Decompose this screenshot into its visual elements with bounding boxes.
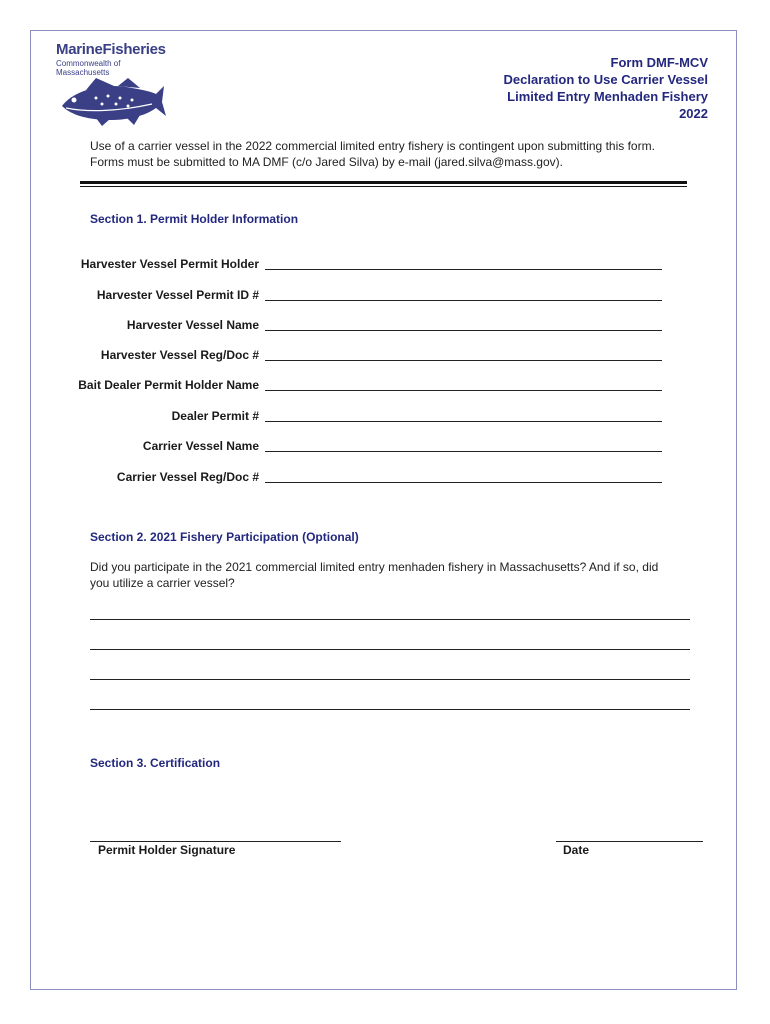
header-divider-thick — [80, 181, 687, 184]
section1-heading: Section 1. Permit Holder Information — [90, 212, 299, 226]
field-input-line[interactable] — [265, 451, 662, 452]
signature-label: Permit Holder Signature — [98, 843, 236, 857]
date-line[interactable] — [556, 841, 703, 842]
logo-brand: MarineFisheries — [56, 41, 166, 58]
field-harvester-permit-holder[interactable] — [60, 257, 662, 275]
field-input-line[interactable] — [265, 421, 662, 422]
answer-line[interactable] — [90, 619, 690, 620]
answer-line[interactable] — [90, 709, 690, 710]
field-input-line[interactable] — [265, 269, 662, 270]
field-input-line[interactable] — [265, 330, 662, 331]
field-label: Harvester Vessel Permit Holder — [80, 257, 259, 271]
field-bait-dealer-name[interactable] — [60, 378, 662, 396]
form-title-line1: Declaration to Use Carrier Vessel — [503, 72, 708, 87]
field-label: Harvester Vessel Permit ID # — [96, 288, 259, 302]
field-label: Dealer Permit # — [171, 409, 259, 423]
field-harvester-permit-id[interactable] — [60, 288, 662, 306]
field-label: Harvester Vessel Reg/Doc # — [100, 348, 259, 362]
field-input-line[interactable] — [265, 300, 662, 301]
logo-subtitle: Commonwealth of Massachusetts — [56, 59, 121, 77]
field-carrier-vessel-name[interactable] — [60, 439, 662, 457]
intro-text — [90, 138, 700, 170]
section2-heading: Section 2. 2021 Fishery Participation (Optional) — [90, 530, 359, 544]
form-title-line2: Limited Entry Menhaden Fishery — [507, 89, 708, 104]
field-label: Carrier Vessel Name — [142, 439, 259, 453]
answer-line[interactable] — [90, 679, 690, 680]
field-label: Harvester Vessel Name — [126, 318, 259, 332]
date-label: Date — [563, 843, 590, 857]
question-line2: you utilize a carrier vessel? — [90, 576, 235, 590]
field-dealer-permit[interactable] — [60, 409, 662, 427]
form-year: 2022 — [679, 106, 708, 121]
answer-line[interactable] — [90, 649, 690, 650]
fish-icon — [56, 72, 168, 128]
question-line1: Did you participate in the 2021 commercial limited entry menhaden fishery in Massachusetts? And if so, did — [90, 560, 659, 574]
section3-heading: Section 3. Certification — [90, 756, 221, 770]
form-code: Form DMF-MCV — [610, 55, 708, 70]
field-harvester-vessel-reg[interactable] — [60, 348, 662, 366]
signature-line[interactable] — [90, 841, 341, 842]
header-divider-thin — [80, 186, 687, 187]
participation-question — [90, 559, 700, 591]
intro-line1: Use of a carrier vessel in the 2022 commercial limited entry fishery is contingent upon submitting this form. — [90, 139, 655, 153]
field-label: Bait Dealer Permit Holder Name — [78, 378, 259, 392]
form-title-block — [504, 54, 709, 122]
intro-line2: Forms must be submitted to MA DMF (c/o Jared Silva) by e-mail (jared.silva@mass.gov). — [90, 155, 563, 169]
field-label: Carrier Vessel Reg/Doc # — [116, 470, 259, 484]
marine-fisheries-logo — [56, 42, 171, 126]
field-input-line[interactable] — [265, 360, 662, 361]
field-carrier-vessel-reg[interactable] — [60, 470, 662, 488]
field-harvester-vessel-name[interactable] — [60, 318, 662, 336]
field-input-line[interactable] — [265, 482, 662, 483]
field-input-line[interactable] — [265, 390, 662, 391]
